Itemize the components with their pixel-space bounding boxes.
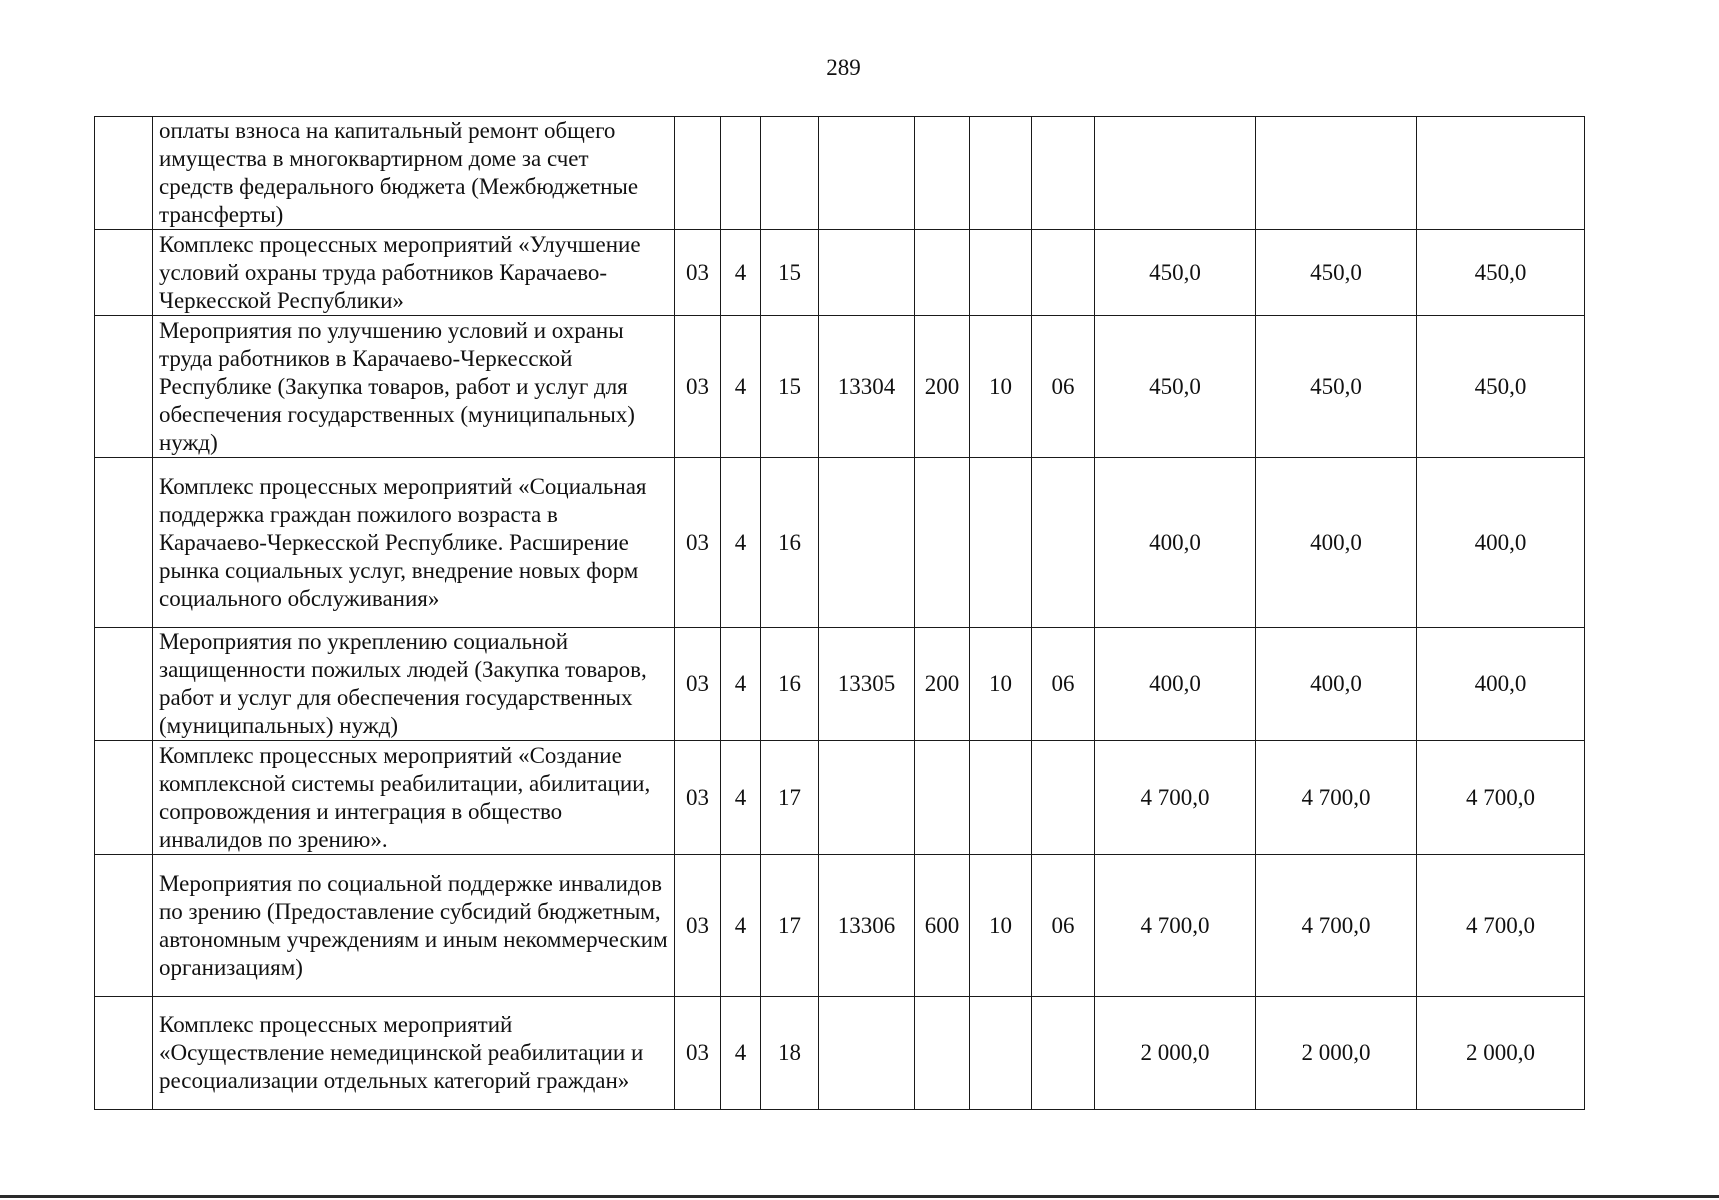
- amount-year3-cell: 450,0: [1417, 316, 1585, 458]
- subsection-code-cell: [1032, 230, 1095, 316]
- section-code-cell: [970, 741, 1032, 855]
- program-code-cell: 03: [675, 458, 721, 628]
- amount-year2-cell: 400,0: [1256, 628, 1417, 741]
- expense-type-cell: [915, 117, 970, 230]
- section-code-cell: 10: [970, 855, 1032, 997]
- row-name-cell: Комплекс процессных мероприятий «Создание комплексной системы реабилитации, абилитации, сопровождения и интеграция в общество инвалидов по зрению».: [153, 741, 675, 855]
- subprogram-code-cell: 4: [721, 997, 761, 1110]
- amount-year2-cell: 450,0: [1256, 230, 1417, 316]
- program-code-cell: 03: [675, 628, 721, 741]
- program-code-cell: [675, 117, 721, 230]
- amount-year3-cell: 400,0: [1417, 628, 1585, 741]
- complex-code-cell: 15: [761, 230, 819, 316]
- table-row: [95, 316, 1585, 458]
- row-number-cell: [95, 458, 153, 628]
- direction-code-cell: 13304: [819, 316, 915, 458]
- row-number-cell: [95, 316, 153, 458]
- amount-year2-cell: 4 700,0: [1256, 741, 1417, 855]
- amount-year3-cell: 4 700,0: [1417, 741, 1585, 855]
- amount-year1-cell: 4 700,0: [1095, 855, 1256, 997]
- expense-type-cell: 600: [915, 855, 970, 997]
- bottom-edge-line: [0, 1195, 1719, 1198]
- row-name-cell: Мероприятия по социальной поддержке инвалидов по зрению (Предоставление субсидий бюджетным, автономным учреждениям и иным некоммерческим организациям): [153, 855, 675, 997]
- amount-year3-cell: 4 700,0: [1417, 855, 1585, 997]
- amount-year1-cell: 450,0: [1095, 230, 1256, 316]
- amount-year1-cell: [1095, 117, 1256, 230]
- row-number-cell: [95, 230, 153, 316]
- amount-year1-cell: 400,0: [1095, 628, 1256, 741]
- amount-year1-cell: 2 000,0: [1095, 997, 1256, 1110]
- subprogram-code-cell: 4: [721, 458, 761, 628]
- row-name-cell: Комплекс процессных мероприятий «Осуществление немедицинской реабилитации и ресоциализации отдельных категорий граждан»: [153, 997, 675, 1110]
- section-code-cell: 10: [970, 316, 1032, 458]
- table-row: [95, 458, 1585, 628]
- budget-table: [94, 116, 1585, 1110]
- program-code-cell: 03: [675, 997, 721, 1110]
- complex-code-cell: [761, 117, 819, 230]
- program-code-cell: 03: [675, 316, 721, 458]
- amount-year3-cell: 2 000,0: [1417, 997, 1585, 1110]
- program-code-cell: 03: [675, 741, 721, 855]
- subsection-code-cell: [1032, 997, 1095, 1110]
- row-number-cell: [95, 741, 153, 855]
- subsection-code-cell: 06: [1032, 628, 1095, 741]
- subprogram-code-cell: 4: [721, 230, 761, 316]
- page-number: 289: [826, 55, 861, 80]
- table-row: [95, 628, 1585, 741]
- complex-code-cell: 16: [761, 458, 819, 628]
- subsection-code-cell: 06: [1032, 855, 1095, 997]
- expense-type-cell: [915, 997, 970, 1110]
- subsection-code-cell: [1032, 117, 1095, 230]
- section-code-cell: [970, 458, 1032, 628]
- amount-year1-cell: 400,0: [1095, 458, 1256, 628]
- direction-code-cell: [819, 230, 915, 316]
- table-row: [95, 230, 1585, 316]
- table-row: [95, 855, 1585, 997]
- table-row: [95, 117, 1585, 230]
- subprogram-code-cell: 4: [721, 316, 761, 458]
- amount-year2-cell: 4 700,0: [1256, 855, 1417, 997]
- amount-year2-cell: 400,0: [1256, 458, 1417, 628]
- subsection-code-cell: [1032, 741, 1095, 855]
- direction-code-cell: [819, 741, 915, 855]
- row-number-cell: [95, 997, 153, 1110]
- row-name-cell: Мероприятия по укреплению социальной защищенности пожилых людей (Закупка товаров, работ и услуг для обеспечения государственных (муниципальных) нужд): [153, 628, 675, 741]
- program-code-cell: 03: [675, 230, 721, 316]
- complex-code-cell: 16: [761, 628, 819, 741]
- section-code-cell: [970, 117, 1032, 230]
- row-name-cell: Мероприятия по улучшению условий и охраны труда работников в Карачаево-Черкесской Республике (Закупка товаров, работ и услуг для обеспечения государственных (муниципальных) нужд): [153, 316, 675, 458]
- complex-code-cell: 18: [761, 997, 819, 1110]
- direction-code-cell: 13305: [819, 628, 915, 741]
- amount-year1-cell: 4 700,0: [1095, 741, 1256, 855]
- program-code-cell: 03: [675, 855, 721, 997]
- subsection-code-cell: 06: [1032, 316, 1095, 458]
- direction-code-cell: 13306: [819, 855, 915, 997]
- row-name-cell: оплаты взноса на капитальный ремонт общего имущества в многоквартирном доме за счет средств федерального бюджета (Межбюджетные трансферты): [153, 117, 675, 230]
- amount-year2-cell: 2 000,0: [1256, 997, 1417, 1110]
- expense-type-cell: 200: [915, 628, 970, 741]
- amount-year1-cell: 450,0: [1095, 316, 1256, 458]
- row-name-cell: Комплекс процессных мероприятий «Улучшение условий охраны труда работников Карачаево-Черкесской Республики»: [153, 230, 675, 316]
- table-row: [95, 741, 1585, 855]
- subprogram-code-cell: 4: [721, 855, 761, 997]
- expense-type-cell: [915, 230, 970, 316]
- complex-code-cell: 17: [761, 855, 819, 997]
- section-code-cell: 10: [970, 628, 1032, 741]
- amount-year2-cell: [1256, 117, 1417, 230]
- expense-type-cell: [915, 741, 970, 855]
- subsection-code-cell: [1032, 458, 1095, 628]
- subprogram-code-cell: 4: [721, 741, 761, 855]
- row-number-cell: [95, 628, 153, 741]
- complex-code-cell: 17: [761, 741, 819, 855]
- direction-code-cell: [819, 458, 915, 628]
- direction-code-cell: [819, 117, 915, 230]
- row-number-cell: [95, 855, 153, 997]
- amount-year3-cell: 400,0: [1417, 458, 1585, 628]
- row-number-cell: [95, 117, 153, 230]
- direction-code-cell: [819, 997, 915, 1110]
- complex-code-cell: 15: [761, 316, 819, 458]
- amount-year2-cell: 450,0: [1256, 316, 1417, 458]
- expense-type-cell: 200: [915, 316, 970, 458]
- section-code-cell: [970, 230, 1032, 316]
- subprogram-code-cell: [721, 117, 761, 230]
- row-name-cell: Комплекс процессных мероприятий «Социальная поддержка граждан пожилого возраста в Карачаево-Черкесской Республике. Расширение рынка социальных услуг, внедрение новых форм социального обслуживания»: [153, 458, 675, 628]
- amount-year3-cell: [1417, 117, 1585, 230]
- expense-type-cell: [915, 458, 970, 628]
- section-code-cell: [970, 997, 1032, 1110]
- subprogram-code-cell: 4: [721, 628, 761, 741]
- amount-year3-cell: 450,0: [1417, 230, 1585, 316]
- table-row: [95, 997, 1585, 1110]
